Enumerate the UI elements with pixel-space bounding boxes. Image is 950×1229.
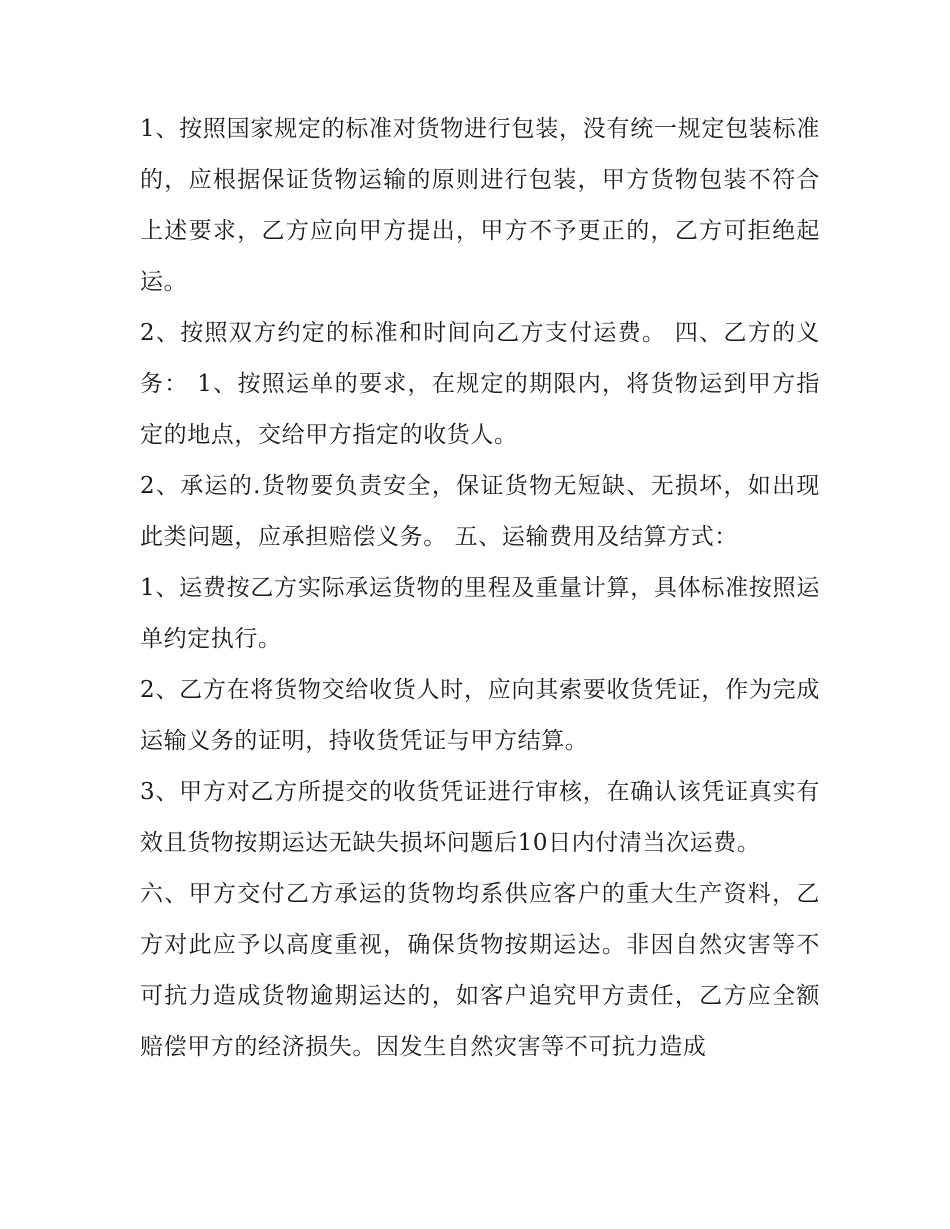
paragraph-cargo-safety: 2、承运的.货物要负责安全，保证货物无短缺、无损坏，如出现此类问题，应承担赔偿义务。 五、运输费用及结算方式： (140, 473, 820, 550)
paragraph-settlement-review: 3、甲方对乙方所提交的收货凭证进行审核，在确认该凭证真实有效且货物按期运达无缺失损坏问题后10日内付清当次运费。 (140, 779, 820, 856)
paragraph-freight-calculation: 1、运费按乙方实际承运货物的里程及重量计算，具体标准按照运单约定执行。 (140, 575, 820, 652)
paragraph-packaging: 1、按照国家规定的标准对货物进行包装，没有统一规定包装标准的，应根据保证货物运输的原则进行包装，甲方货物包装不符合上述要求，乙方应向甲方提出，甲方不予更正的，乙方可拒绝起运。 (140, 116, 820, 295)
paragraph-receipt-voucher: 2、乙方在将货物交给收货人时，应向其索要收货凭证，作为完成运输义务的证明，持收货凭证与甲方结算。 (140, 677, 820, 754)
paragraph-freight-payment: 2、按照双方约定的标准和时间向乙方支付运费。 四、乙方的义务： 1、按照运单的要求，在规定的期限内，将货物运到甲方指定的地点，交给甲方指定的收货人。 (140, 320, 820, 448)
document-body (140, 104, 820, 1073)
paragraph-compensation: 六、甲方交付乙方承运的货物均系供应客户的重大生产资料，乙方对此应予以高度重视，确保货物按期运达。非因自然灾害等不可抗力造成货物逾期运达的，如客户追究甲方责任，乙方应全额赔偿甲方的经济损失。因发生自然灾害等不可抗力造成 (140, 881, 820, 1060)
